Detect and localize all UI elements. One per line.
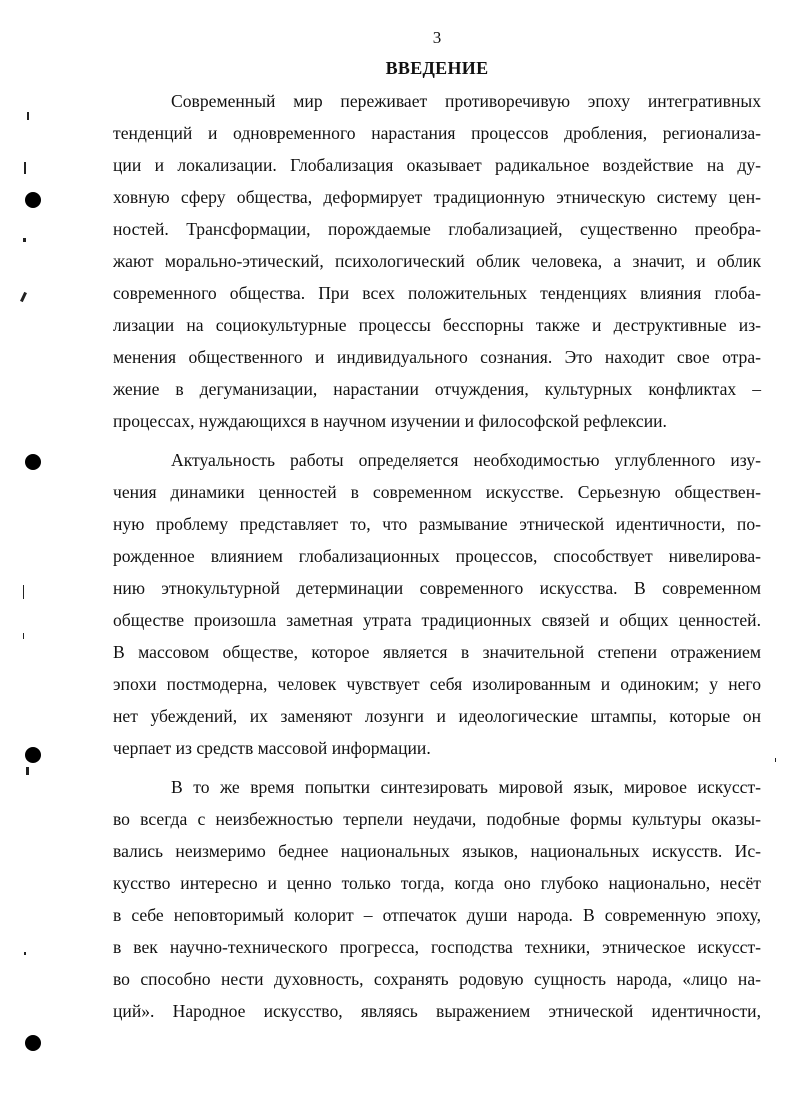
text-line: В массовом обществе, которое является в значительной степени отражением [113,642,761,662]
text-line: черпает из средств массовой информации. [113,738,431,758]
scan-speck [23,238,26,242]
text-line: тенденций и одновременного нарастания процессов дробления, регионализа- [113,123,761,143]
text-line: Актуальность работы определяется необходимостью углубленного изу- [171,450,761,470]
text-line: рожденное влиянием глобализационных процессов, способствует нивелирова- [113,546,761,566]
binder-hole-mark [25,1035,41,1051]
text-line: кусство интересно и ценно только тогда, когда оно глубоко национально, несёт [113,873,761,893]
text-line: вались неизмеримо беднее национальных языков, национальных искусств. Ис- [113,841,761,861]
text-line: ховную сферу общества, деформирует традиционную этническую систему цен- [113,187,761,207]
scan-speck [26,767,29,775]
text-line: ции и локализации. Глобализация оказывает радикальное воздействие на ду- [113,155,761,175]
text-line: менения общественного и индивидуального сознания. Это находит свое отра- [113,347,761,367]
text-line: чения динамики ценностей в современном искусстве. Серьезную обществен- [113,482,761,502]
text-line: в век научно-технического прогресса, господства техники, этническое искусст- [113,937,761,957]
scan-speck [20,292,27,302]
text-line: жение в дегуманизации, нарастании отчуждения, культурных конфликтах – [113,379,761,399]
text-line: ностей. Трансформации, порождаемые глобализацией, существенно преобра- [113,219,761,239]
binder-hole-mark [25,192,41,208]
text-line: Современный мир переживает противоречивую эпоху интегративных [171,91,761,111]
text-line: процессах, нуждающихся в научном изучении и философской рефлексии. [113,411,667,431]
scan-speck [775,758,776,762]
text-line: лизации на социокультурные процессы бесспорны также и деструктивные из- [113,315,761,335]
scan-speck [23,585,24,599]
scan-speck [24,162,26,174]
text-line: современного общества. При всех положительных тенденциях влияния глоба- [113,283,761,303]
text-line: ную проблему представляет то, что размывание этнической идентичности, по- [113,514,761,534]
scan-speck [23,633,24,639]
text-line: нет убеждений, их заменяют лозунги и идеологические штампы, которые он [113,706,761,726]
binder-hole-mark [25,454,41,470]
section-heading: ВВЕДЕНИЕ [385,58,489,78]
text-line: эпохи постмодерна, человек чувствует себя изолированным и одиноким; у него [113,674,761,694]
text-line: ций». Народное искусство, являясь выражением этнической идентичности, [113,1001,761,1021]
text-line: нию этнокультурной детерминации современного искусства. В современном [113,578,761,598]
page-number: 3 [432,28,442,47]
text-line: во способно нести духовность, сохранять родовую сущность народа, «лицо на- [113,969,761,989]
scan-speck [27,112,29,120]
text-line: во всегда с неизбежностью терпели неудачи, подобные формы культуры оказы- [113,809,761,829]
text-line: жают морально-этический, психологический облик человека, а значит, и облик [113,251,761,271]
text-line: обществе произошла заметная утрата традиционных связей и общих ценностей. [113,610,761,630]
text-line: В то же время попытки синтезировать мировой язык, мировое искусст- [171,777,761,797]
text-line: в себе неповторимый колорит – отпечаток души народа. В современную эпоху, [113,905,761,925]
scan-speck [24,952,26,955]
binder-hole-mark [25,747,41,763]
